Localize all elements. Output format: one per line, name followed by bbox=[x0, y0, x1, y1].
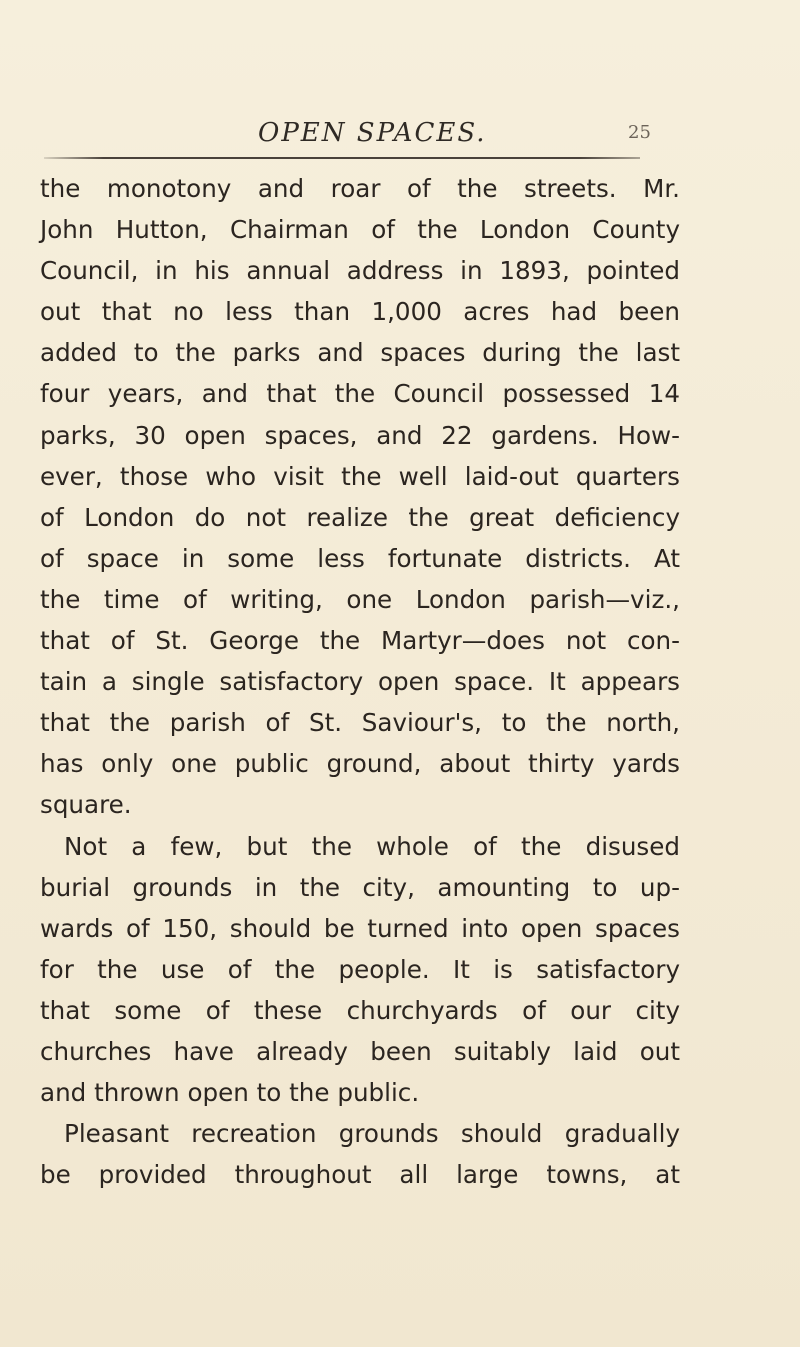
paragraph-end-line: square. bbox=[40, 790, 132, 820]
text-line: of London do not realize the great deficiency bbox=[40, 502, 680, 532]
text-line: be provided throughout all large towns, at bbox=[40, 1160, 680, 1190]
text-line: Council, in his annual address in 1893, pointed bbox=[40, 256, 680, 286]
text-line: wards of 150, should be turned into open spaces bbox=[40, 913, 680, 943]
text-line: of space in some less fortunate districts. At bbox=[40, 543, 680, 573]
text-line: added to the parks and spaces during the last bbox=[40, 338, 680, 368]
text-line: parks, 30 open spaces, and 22 gardens. How- bbox=[40, 420, 680, 450]
paragraph-start-line: Not a few, but the whole of the disused bbox=[64, 831, 680, 861]
text-line: for the use of the people. It is satisfactory bbox=[40, 954, 680, 984]
text-line: has only one public ground, about thirty yards bbox=[40, 749, 680, 779]
body-text bbox=[40, 168, 680, 1195]
text-line: that of St. George the Martyr—does not con- bbox=[40, 626, 680, 656]
text-line: tain a single satisfactory open space. It appears bbox=[40, 667, 680, 697]
text-line: the monotony and roar of the streets. Mr. bbox=[40, 174, 680, 203]
page-number: 25 bbox=[628, 122, 651, 143]
text-line: out that no less than 1,000 acres had been bbox=[40, 297, 680, 327]
text-line: the time of writing, one London parish—viz., bbox=[40, 584, 680, 614]
running-title: OPEN SPACES. bbox=[258, 118, 487, 148]
text-line: churches have already been suitably laid out bbox=[40, 1036, 680, 1066]
running-head bbox=[0, 118, 800, 154]
paragraph-start-line: Pleasant recreation grounds should gradually bbox=[64, 1119, 680, 1149]
header-rule bbox=[44, 157, 640, 159]
text-line: ever, those who visit the well laid-out quarters bbox=[40, 461, 680, 491]
text-line: that some of these churchyards of our city bbox=[40, 995, 680, 1025]
text-line: John Hutton, Chairman of the London County bbox=[40, 215, 680, 245]
paragraph-end-line: and thrown open to the public. bbox=[40, 1078, 420, 1108]
text-line: that the parish of St. Saviour's, to the north, bbox=[40, 708, 680, 738]
text-line: four years, and that the Council possessed 14 bbox=[40, 379, 680, 409]
text-line: burial grounds in the city, amounting to up- bbox=[40, 872, 680, 902]
